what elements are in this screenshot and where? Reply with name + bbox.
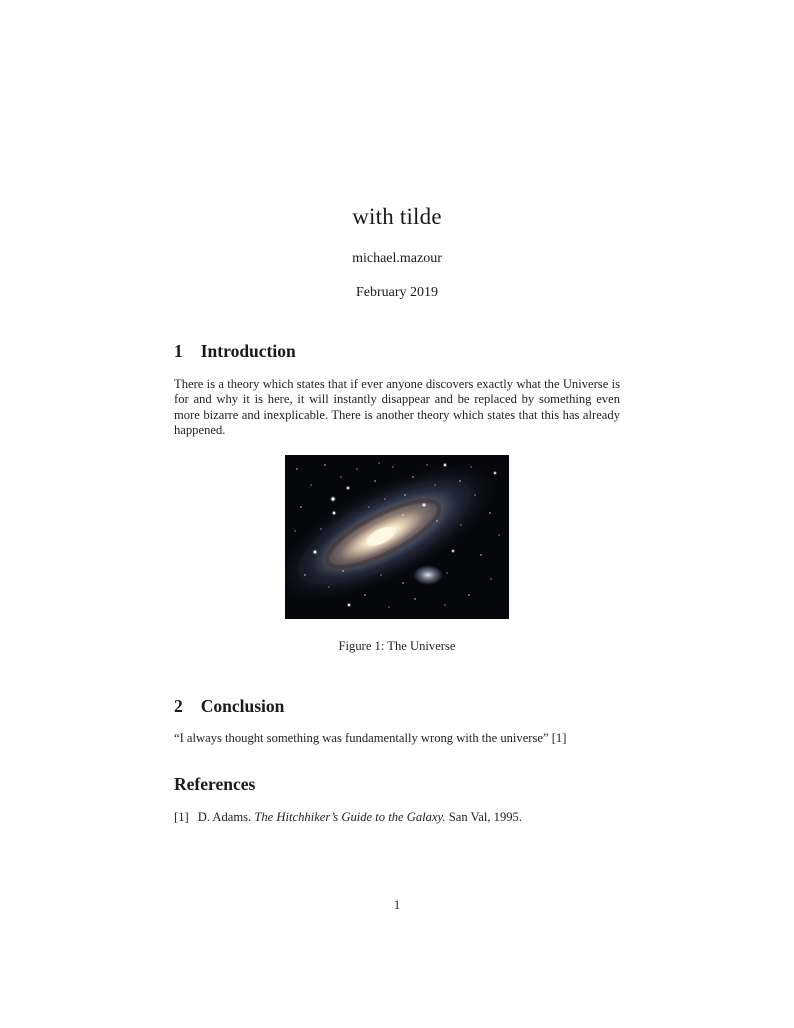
document-author: michael.mazour <box>352 251 442 266</box>
document-title: with tilde <box>352 204 442 229</box>
conclusion-quote: “I always thought something was fundamentally wrong with the universe” [1] <box>174 731 567 746</box>
figure-block <box>174 455 620 654</box>
reference-label: [1] <box>174 810 189 825</box>
page-number: 1 <box>393 898 401 912</box>
reference-publisher: San Val, 1995. <box>448 810 522 825</box>
figure-caption: Figure 1: The Universe <box>338 639 456 654</box>
section-heading-introduction <box>174 341 620 362</box>
references-heading: References <box>174 774 256 795</box>
reference-title: The Hitchhiker’s Guide to the Galaxy. <box>254 810 446 825</box>
reference-text <box>198 810 620 825</box>
section-title: Conclusion <box>200 696 285 717</box>
section-number: 1 <box>174 341 183 361</box>
title-block <box>174 204 620 301</box>
introduction-paragraph: There is a theory which states that if ever anyone discovers exactly what the Universe is for and why it is here, it will instantly disappear and be replaced by something even more bizarre and inexplicable. There is another theory which states that this has already happened. <box>174 377 620 437</box>
section-number: 2 <box>174 696 183 717</box>
section-heading-conclusion <box>174 696 620 717</box>
section-title: Introduction <box>200 341 296 361</box>
reference-entry <box>174 810 620 825</box>
reference-author: D. Adams. <box>197 810 252 825</box>
galaxy-image <box>285 455 509 619</box>
document-date: February 2019 <box>355 285 439 300</box>
